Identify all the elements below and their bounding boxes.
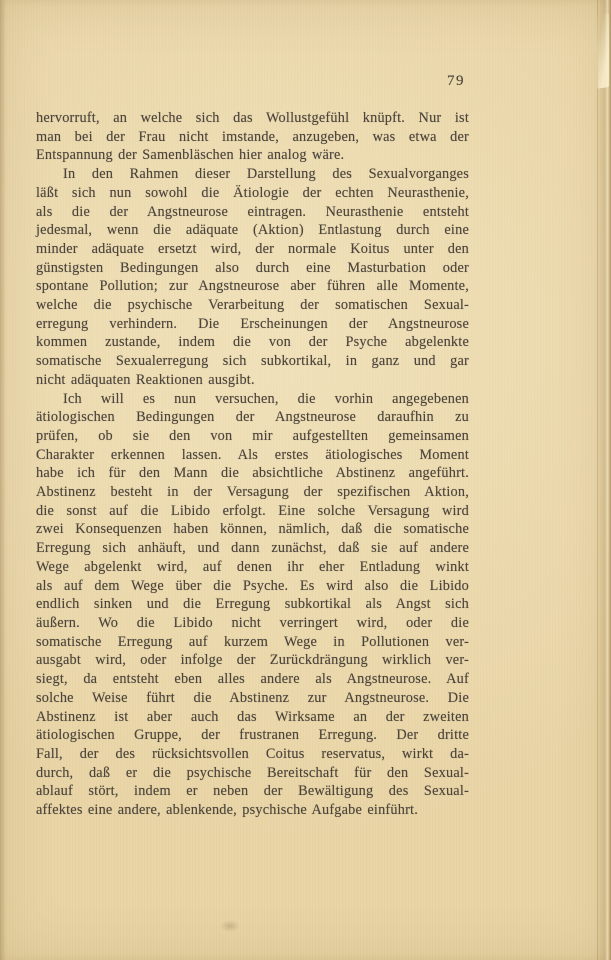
text-line: durch, daß er die psychische Bereitschaft für den Sexual- bbox=[36, 764, 469, 781]
text-line: habe ich für den Mann die absichtliche Abstinenz angeführt. bbox=[36, 465, 469, 482]
page-number: 79 bbox=[447, 73, 465, 89]
text-line: minder adäquate ersetzt wird, der normale Koitus unter den bbox=[36, 240, 469, 257]
text-line: Abstinenz ist aber auch das Wirksame an der zweiten bbox=[36, 708, 469, 725]
text-line: prüfen, ob sie den von mir aufgestellten gemeinsamen bbox=[36, 427, 469, 444]
text-line: Ich will es nun versuchen, die vorhin angegebenen bbox=[63, 390, 469, 407]
text-line: ätiologischen Gruppe, der frustranen Erregung. Der dritte bbox=[36, 727, 469, 744]
text-line: affektes eine andere, ablenkende, psychische Aufgabe einführt. bbox=[36, 802, 418, 819]
text-line: ätiologischen Bedingungen der Angstneurose daraufhin zu bbox=[36, 409, 469, 426]
text-line: erregung verhindern. Die Erscheinungen der Angstneurose bbox=[36, 315, 469, 332]
text-line: die sonst auf die Libido erfolgt. Eine solche Versagung wird bbox=[36, 502, 469, 519]
text-line: Erregung sich anhäuft, und dann zunächst, daß sie auf andere bbox=[36, 540, 469, 557]
text-line: zwei Konsequenzen haben können, nämlich, daß die somatische bbox=[36, 521, 469, 538]
page-text bbox=[36, 109, 469, 820]
text-line: Charakter erkennen lassen. Als erstes ätiologisches Moment bbox=[36, 446, 469, 463]
text-line: Wege abgelenkt wird, auf denen ihr eher Entladung winkt bbox=[36, 558, 469, 575]
text-line: als auf dem Wege über die Psyche. Es wird also die Libido bbox=[36, 577, 469, 594]
text-line: siegt, da entsteht eben alles andere als Angstneurose. Auf bbox=[36, 671, 469, 688]
text-line: äußern. Wo die Libido nicht verringert wird, oder die bbox=[36, 614, 469, 631]
text-line: hervorruft, an welche sich das Wollustgefühl knüpft. Nur ist bbox=[36, 110, 469, 126]
paper-smudge bbox=[220, 920, 240, 932]
page-left-edge-shadow bbox=[0, 0, 6, 960]
text-line: Fall, der des rücksichtsvollen Coitus reservatus, wirkt da- bbox=[36, 745, 469, 762]
text-line: In den Rahmen dieser Darstellung des Sexualvorganges bbox=[63, 166, 469, 183]
text-line: Entspannung der Samenbläschen hier analog wäre. bbox=[36, 147, 345, 164]
text-line: solche Weise führt die Abstinenz zur Angstneurose. Die bbox=[36, 689, 469, 706]
text-line: kommen zustande, indem die von der Psyche abgelenkte bbox=[36, 334, 469, 351]
text-line: nicht adäquaten Reaktionen ausgibt. bbox=[36, 371, 255, 388]
text-line: endlich sinken und die Erregung subkortikal als Angst sich bbox=[36, 596, 469, 613]
page-corner-chip bbox=[597, 13, 609, 89]
text-line: als die der Angstneurose eintragen. Neurasthenie entsteht bbox=[36, 203, 469, 220]
text-line: somatische Sexualerregung sich subkortikal, in ganz und gar bbox=[36, 353, 469, 370]
text-line: Abstinenz besteht in der Versagung der spezifischen Aktion, bbox=[36, 484, 469, 501]
page-right-edge-shadow bbox=[595, 0, 611, 960]
text-line: man bei der Frau nicht imstande, anzugeben, was etwa der bbox=[36, 128, 469, 145]
text-line: jedesmal, wenn die adäquate (Aktion) Entlastung durch eine bbox=[36, 222, 469, 239]
text-line: läßt sich nun sowohl die Ätiologie der echten Neurasthenie, bbox=[36, 184, 469, 201]
text-line: ablauf stört, indem er neben der Bewältigung des Sexual- bbox=[36, 783, 469, 800]
text-line: spontane Pollution; zur Angstneurose aber führen alle Momente, bbox=[36, 278, 469, 295]
text-line: welche die psychische Verarbeitung der somatischen Sexual- bbox=[36, 297, 469, 314]
text-line: ausgabt wird, oder infolge der Zurückdrängung wirklich ver- bbox=[36, 652, 469, 669]
text-line: günstigsten Bedingungen also durch eine Masturbation oder bbox=[36, 259, 469, 276]
text-line: somatische Erregung auf kurzem Wege in Pollutionen ver- bbox=[36, 633, 469, 650]
